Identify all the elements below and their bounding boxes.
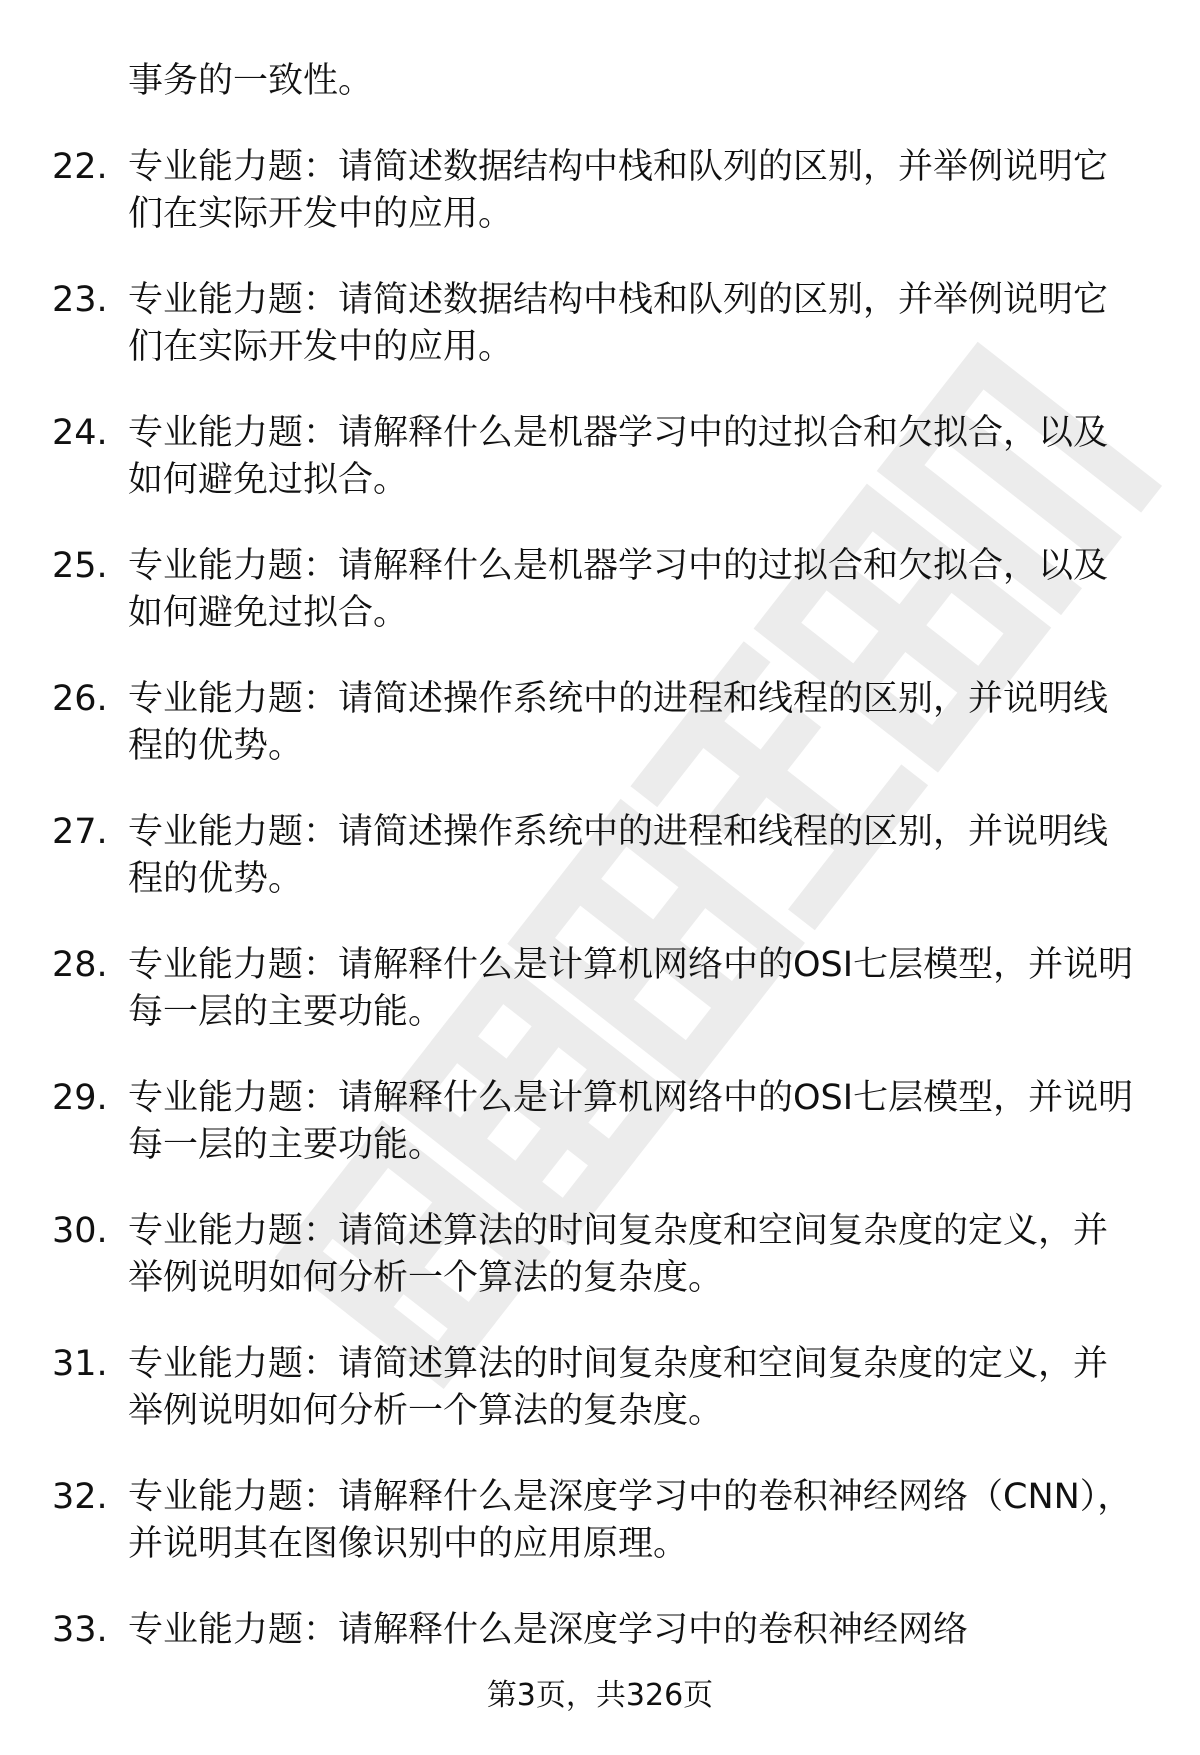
question-text: 专业能力题：请解释什么是深度学习中的卷积神经网络 — [128, 1610, 969, 1650]
question-number: 28. — [52, 945, 108, 985]
question-number: 27. — [52, 812, 108, 852]
question-number: 33. — [52, 1610, 108, 1650]
question-text: 专业能力题：请简述数据结构中栈和队列的区别，并举例说明它们在实际开发中的应用。 — [128, 147, 1109, 234]
list-item — [0, 277, 1200, 371]
list-item — [0, 1474, 1200, 1568]
list-item — [0, 410, 1200, 504]
list-item — [0, 676, 1200, 770]
question-text: 专业能力题：请解释什么是机器学习中的过拟合和欠拟合，以及如何避免过拟合。 — [128, 413, 1109, 500]
list-item — [0, 809, 1200, 903]
page-footer: 第3页，共326页 — [486, 1678, 714, 1713]
list-item — [0, 1341, 1200, 1435]
question-number: 30. — [52, 1211, 108, 1251]
question-text: 专业能力题：请简述操作系统中的进程和线程的区别，并说明线程的优势。 — [128, 812, 1109, 899]
question-number: 29. — [52, 1078, 108, 1118]
list-item — [0, 1075, 1200, 1169]
question-number: 31. — [52, 1344, 108, 1384]
question-number: 23. — [52, 280, 108, 320]
question-text: 专业能力题：请解释什么是深度学习中的卷积神经网络（CNN），并说明其在图像识别中的应用原理。 — [128, 1477, 1133, 1564]
question-number: 26. — [52, 679, 108, 719]
question-number: 24. — [52, 413, 108, 453]
question-text: 专业能力题：请解释什么是机器学习中的过拟合和欠拟合，以及如何避免过拟合。 — [128, 546, 1109, 633]
document-body — [0, 58, 1200, 1693]
question-number: 22. — [52, 147, 108, 187]
list-item — [0, 543, 1200, 637]
question-list — [0, 144, 1200, 1654]
question-text: 专业能力题：请解释什么是计算机网络中的OSI七层模型，并说明每一层的主要功能。 — [128, 945, 1134, 1032]
list-item — [0, 144, 1200, 238]
list-item — [0, 942, 1200, 1036]
list-item — [0, 1607, 1200, 1654]
question-text: 专业能力题：请解释什么是计算机网络中的OSI七层模型，并说明每一层的主要功能。 — [128, 1078, 1134, 1165]
continuation-text: 事务的一致性。 — [128, 61, 374, 101]
question-number: 32. — [52, 1477, 108, 1517]
question-number: 25. — [52, 546, 108, 586]
question-text: 专业能力题：请简述数据结构中栈和队列的区别，并举例说明它们在实际开发中的应用。 — [128, 280, 1109, 367]
question-text: 专业能力题：请简述算法的时间复杂度和空间复杂度的定义，并举例说明如何分析一个算法的复杂度。 — [128, 1211, 1109, 1298]
list-item — [0, 1208, 1200, 1302]
question-text: 专业能力题：请简述操作系统中的进程和线程的区别，并说明线程的优势。 — [128, 679, 1109, 766]
question-text: 专业能力题：请简述算法的时间复杂度和空间复杂度的定义，并举例说明如何分析一个算法的复杂度。 — [128, 1344, 1109, 1431]
